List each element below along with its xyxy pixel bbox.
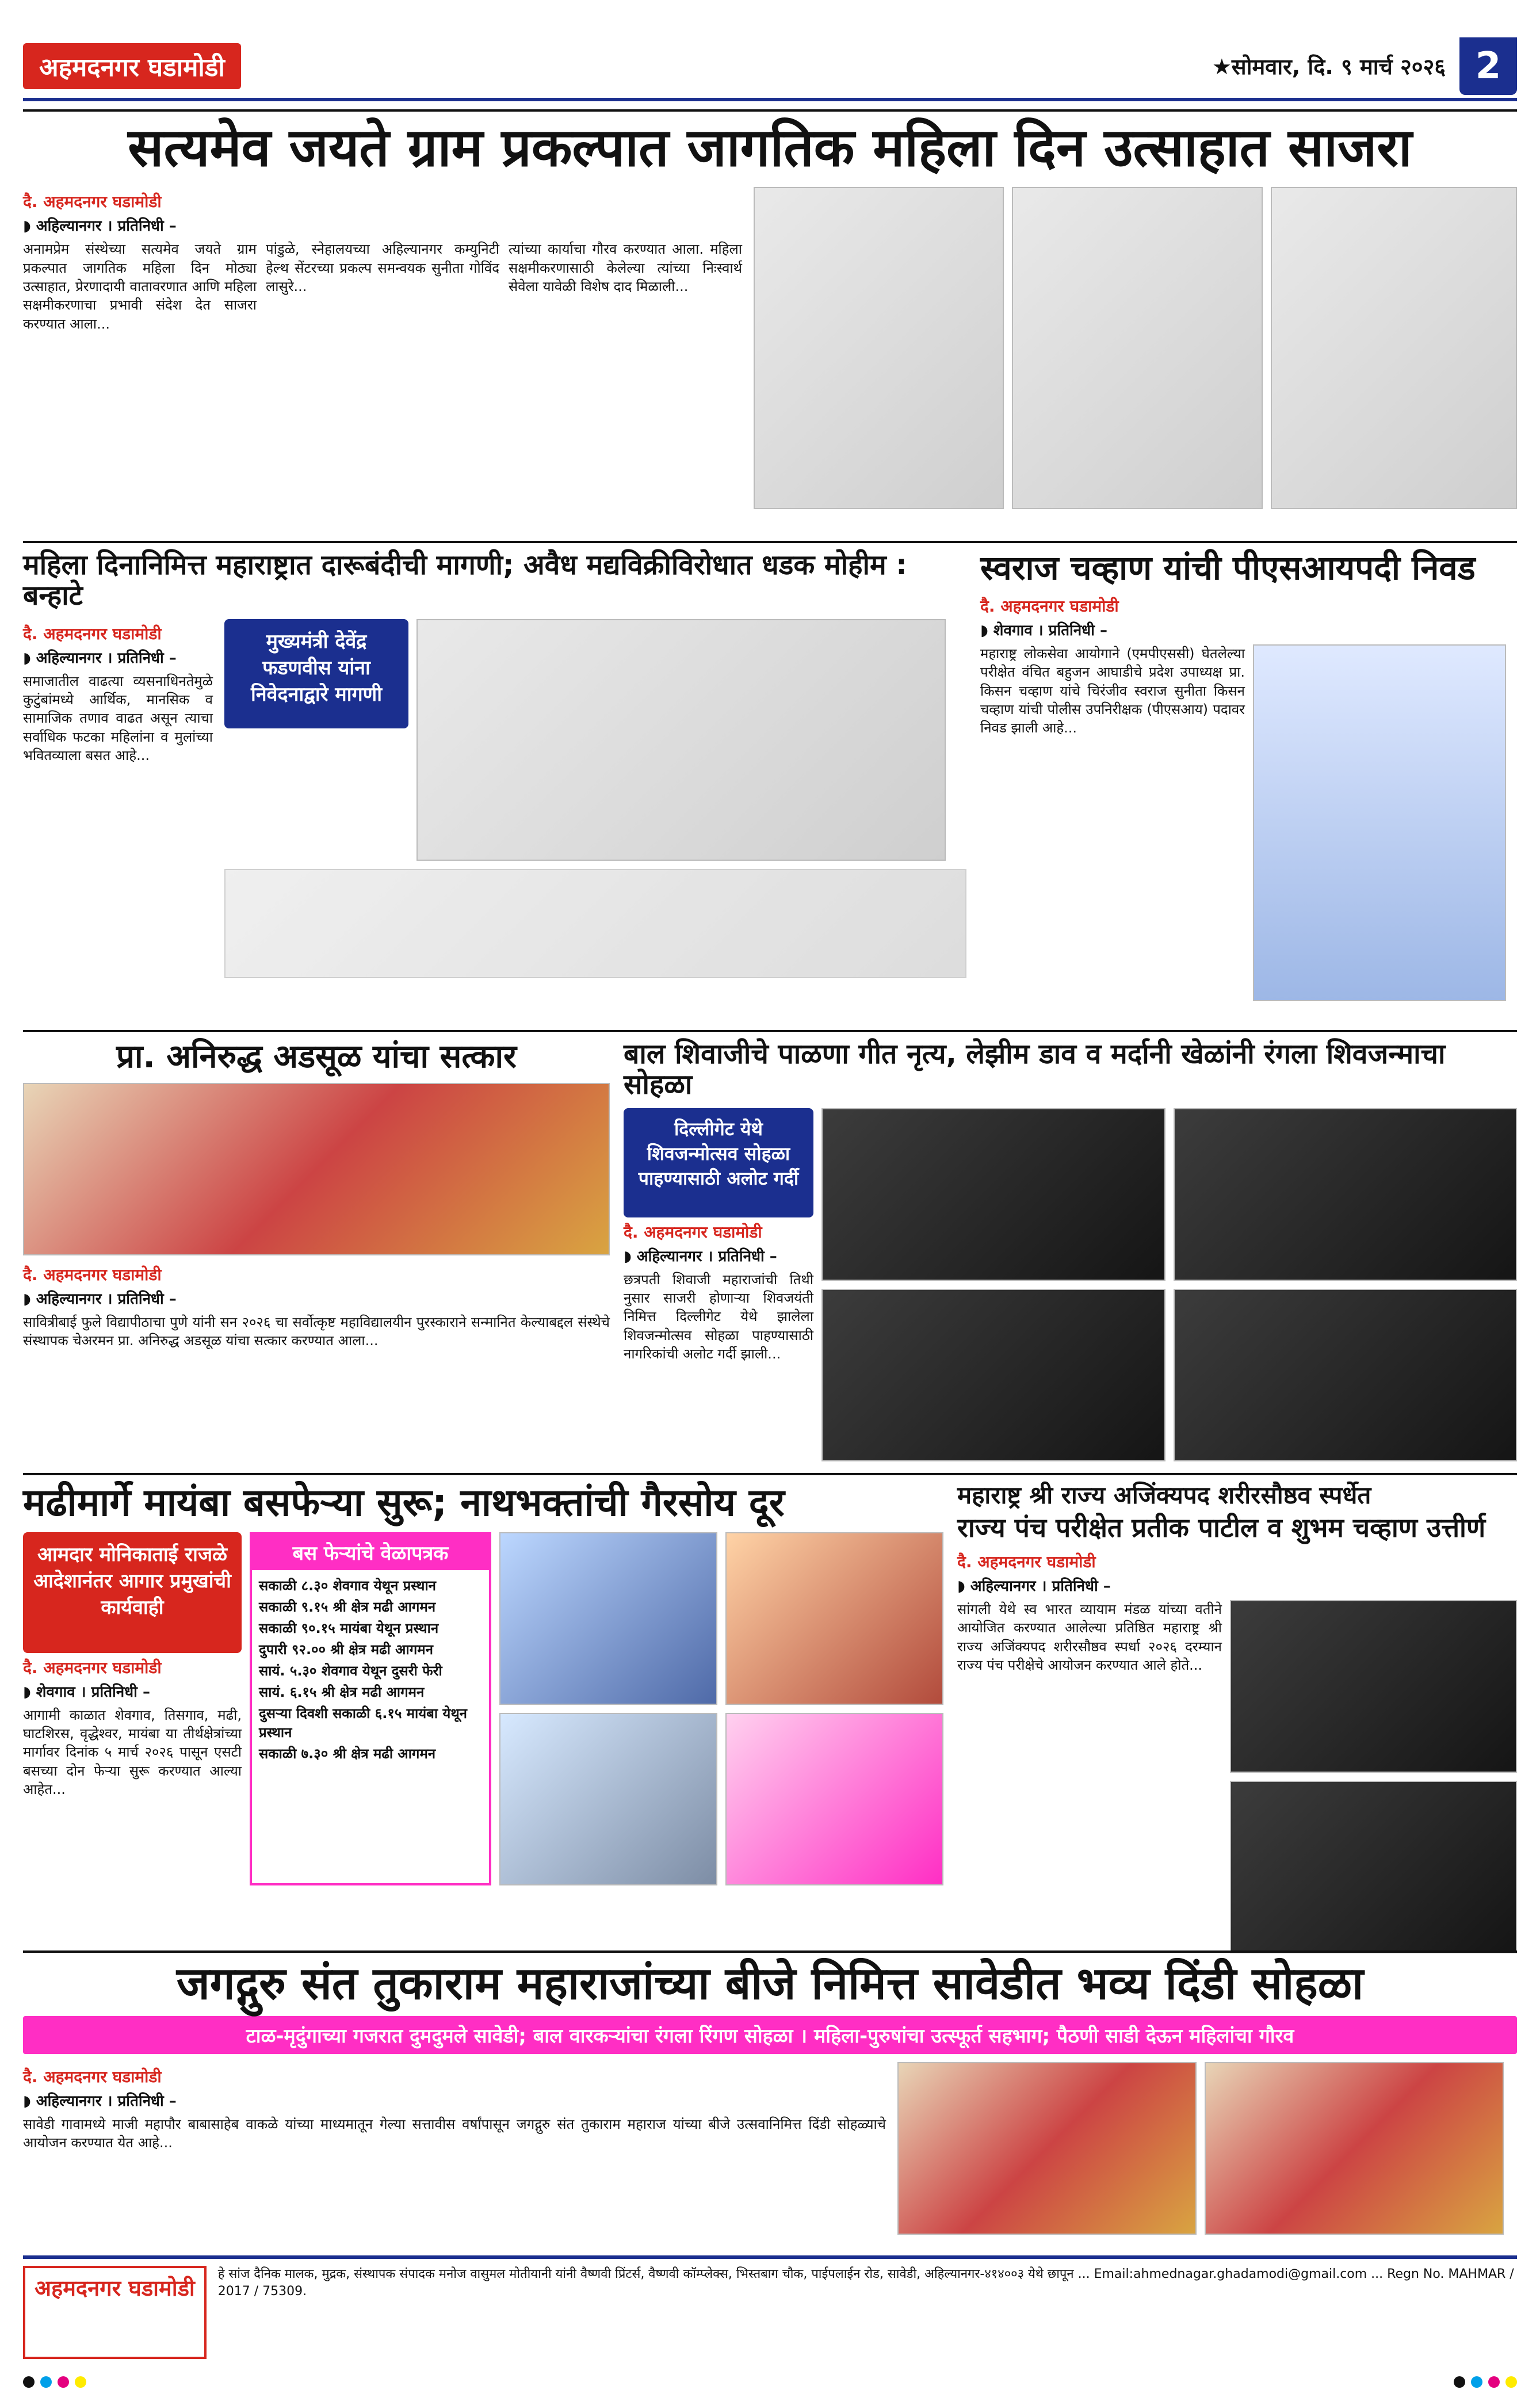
article-5-photo-1 [821, 1108, 1165, 1281]
article-1-headline: सत्यमेव जयते ग्राम प्रकल्पात जागतिक महिला दिन उत्साहात साजरा [128, 117, 1412, 178]
article-2-col-1: समाजातील वाढत्या व्यसनाधिनतेमुळे कुटुंबांमध्ये आर्थिक, मानसिक व सामाजिक तणाव वाढत असून त्याचा सर्वाधिक फटका महिलांना व मुलांच्या भवितव्याला बसत आहे... [23, 673, 213, 764]
articles-6-7 [23, 1473, 1517, 1933]
issue-date: ★सोमवार, दि. ९ मार्च २०२६ [1212, 54, 1446, 79]
masthead-right [1212, 37, 1517, 95]
article-1-place: ◗ अहिल्यानगर । प्रतिनिधी – [23, 217, 177, 235]
registration-dot [1454, 2376, 1465, 2388]
article-1 [23, 109, 1517, 524]
article-5-headline: बाल शिवाजीचे पाळणा गीत नृत्य, लेझीम डाव व मर्दानी खेळांनी रंगला शिवजन्माचा सोहळा [624, 1038, 1446, 1101]
bus-schedule-item: सकाळी ९.१५ श्री क्षेत्र मढी आगमन [259, 1598, 436, 1615]
article-2-callout: मुख्यमंत्री देवेंद्र फडणवीस यांना निवेदनाद्वारे मागणी [224, 619, 408, 728]
article-3 [980, 550, 1517, 1001]
newspaper-brand: अहमदनगर घडामोडी [23, 43, 241, 89]
bus-schedule-item: दुपारी ९२.०० श्री क्षेत्र मढी आगमन [259, 1641, 433, 1658]
article-5-place: ◗ अहिल्यानगर । प्रतिनिधी – [624, 1247, 777, 1265]
article-8-place: ◗ अहिल्यानगर । प्रतिनिधी – [23, 2092, 177, 2110]
article-5-photo-2 [1174, 1108, 1518, 1281]
article-8 [23, 1950, 1517, 2244]
article-7-place: ◗ अहिल्यानगर । प्रतिनिधी – [957, 1577, 1111, 1595]
article-6-photo-3 [499, 1713, 717, 1885]
registration-dot [58, 2376, 69, 2388]
article-6-place: ◗ शेवगाव । प्रतिनिधी – [23, 1683, 150, 1701]
article-6-callout: आमदार मोनिकाताई राजळे आदेशानंतर आगार प्रमुखांची कार्यवाही [23, 1532, 242, 1653]
article-8-photo-2 [1205, 2062, 1504, 2235]
bus-schedule [250, 1532, 491, 1885]
article-6 [23, 1482, 943, 1953]
footer-brand: अहमदनगर घडामोडी [23, 2266, 207, 2359]
registration-dot [75, 2376, 86, 2388]
article-7-byline: दै. अहमदनगर घडामोडी [957, 1552, 1096, 1571]
article-1-col-2: पांडुळे, स्नेहालयच्या अहिल्यानगर कम्युनिटी हेल्थ सेंटरच्या प्रकल्प समन्वयक सुनीता गोविंद लासुरे... [266, 241, 499, 295]
article-3-portrait [1253, 644, 1506, 1001]
article-4-col-1: सावित्रीबाई फुले विद्यापीठाचा पुणे यांनी सन २०२६ चा सर्वोत्कृष्ट महाविद्यालयीन पुरस्काराने सन्मानित केल्याबद्दल संस्थेचे संस्थापक चेअरमन प्रा. अनिरुद्ध अडसूळ यांचा सत्कार करण्यात आला... [23, 1314, 610, 1349]
registration-dot [1505, 2376, 1517, 2388]
article-1-col-3: त्यांच्या कार्याचा गौरव करण्यात आला. महिला सक्षमीकरणासाठी केलेल्या त्यांच्या निःस्वार्थ सेवेला यावेळी विशेष दाद मिळाली... [509, 241, 742, 295]
article-2-headline: महिला दिनानिमित्त महाराष्ट्रात दारूबंदीची मागणी; अवैध मद्यविक्रीविरोधात धडक मोहीम : बन्हाटे [23, 549, 907, 612]
page-number: 2 [1459, 37, 1517, 95]
article-2-byline: दै. अहमदनगर घडामोडी [23, 624, 162, 643]
bus-schedule-item: सायं. ५.३० शेवगाव येथून दुसरी फेरी [259, 1662, 442, 1679]
bus-schedule-list [259, 1576, 482, 1763]
registration-dot [40, 2376, 52, 2388]
article-3-headline: स्वराज चव्हाण यांची पीएसआयपदी निवड [980, 548, 1476, 587]
article-5-photo-3 [821, 1289, 1165, 1461]
article-7-headline-2: राज्य पंच परीक्षेत प्रतीक पाटील व शुभम चव्हाण उत्तीर्ण [957, 1512, 1486, 1544]
article-8-byline: दै. अहमदनगर घडामोडी [23, 2067, 162, 2086]
article-8-col-1: सावेडी गावामध्ये माजी महापौर बाबासाहेब वाकळे यांच्या माध्यमातून गेल्या सत्तावीस वर्षांपासून जगद्गुरु संत तुकाराम महाराज यांच्या बीजे उत्सवानिमित्त दिंडी सोहळ्याचे आयोजन करण्यात येत आहे... [23, 2116, 886, 2151]
article-6-byline: दै. अहमदनगर घडामोडी [23, 1658, 162, 1677]
article-1-col-1: अनामप्रेम संस्थेच्या सत्यमेव जयते ग्राम प्रकल्पात जागतिक महिला दिन मोठ्या उत्साहात, प्रेरणादायी वातावरणात आणि महिला सक्षमीकरणाचा प्रभावी संदेश देत साजरा करण्यात आला... [23, 241, 257, 332]
article-1-photo-1 [754, 187, 1004, 509]
footer [23, 2255, 1517, 2359]
bus-schedule-item: सकाळी ७.३० श्री क्षेत्र मढी आगमन [259, 1745, 436, 1762]
article-8-photo-1 [897, 2062, 1197, 2235]
bus-schedule-item: सायं. ६.१५ श्री क्षेत्र मढी आगमन [259, 1684, 425, 1700]
masthead [23, 35, 1517, 101]
article-3-place: ◗ शेवगाव । प्रतिनिधी – [980, 621, 1107, 639]
article-5 [624, 1039, 1517, 1461]
bus-schedule-item: सकाळी ८.३० शेवगाव येथून प्रस्थान [259, 1577, 437, 1594]
article-4-place: ◗ अहिल्यानगर । प्रतिनिधी – [23, 1290, 177, 1308]
article-6-photo-2 [725, 1532, 943, 1705]
article-6-col-1: आगामी काळात शेवगाव, तिसगाव, मढी, घाटशिरस, वृद्धेश्वर, मायंबा या तीर्थक्षेत्रांच्या मार्गावर दिनांक ५ मार्च २०२६ पासून एसटी बसच्या दोन फेऱ्या सुरू करण्यात आल्या आहेत... [23, 1707, 242, 1798]
bus-schedule-item: दुसऱ्या दिवशी सकाळी ६.१५ मायंबा येथून प्रस्थान [259, 1705, 468, 1740]
article-3-byline: दै. अहमदनगर घडामोडी [980, 596, 1119, 616]
articles-2-3 [23, 541, 1517, 1013]
footer-info: हे सांज दैनिक मालक, मुद्रक, संस्थापक संपादक मनोज वासुमल मोतीयानी यांनी वैष्णवी प्रिंटर्स, वैष्णवी कॉम्प्लेक्स, भिस्तबाग चौक, पाईपलाईन रोड, सावेडी, अहिल्यानगर-४१४००३ येथे छापून ... Email:ahmednagar.ghadamodi@gmail.com ... Regn No. MAHMAR / 2017 / 75309. [217, 2267, 1514, 2299]
article-5-byline: दै. अहमदनगर घडामोडी [624, 1222, 762, 1242]
registration-dots-right [1454, 2376, 1517, 2388]
article-8-headline: जगद्गुरु संत तुकाराम महाराजांच्या बीजे निमित्त सावेडीत भव्य दिंडी सोहळा [176, 1958, 1364, 2010]
article-4-headline: प्रा. अनिरुद्ध अडसूळ यांचा सत्कार [116, 1038, 517, 1075]
registration-dot [23, 2376, 35, 2388]
article-5-callout: दिल्लीगेट येथे शिवजन्मोत्सव सोहळा पाहण्यासाठी अलोट गर्दी [624, 1108, 813, 1217]
article-2 [23, 550, 966, 1001]
article-1-photo-2 [1012, 187, 1262, 509]
article-7-col-1: सांगली येथे स्व भारत व्यायाम मंडळ यांच्या वतीने आयोजित करण्यात आलेल्या प्रतिष्ठित महाराष्ट्र श्री राज्य अजिंक्यपद शरीरसौष्ठव स्पर्धा २०२६ दरम्यान राज्य पंच परीक्षेचे आयोजन करण्यात आले होते... [957, 1601, 1222, 1673]
article-7-headline-1: महाराष्ट्र श्री राज्य अजिंक्यपद शरीरसौष्ठव स्पर्धेत [957, 1481, 1371, 1509]
registration-marks [23, 2371, 1517, 2394]
article-4-photo [23, 1083, 610, 1255]
article-5-col-1: छत्रपती शिवाजी महाराजांची तिथी नुसार साजरी होणाऱ्या शिवजयंती निमित्त दिल्लीगेट येथे झालेला शिवजन्मोत्सव सोहळा पाहण्यासाठी नागरिकांची अलोट गर्दी झाली... [624, 1271, 813, 1362]
article-2-photo-strip [224, 869, 966, 978]
registration-dot [1471, 2376, 1482, 2388]
article-7-photo-2 [1230, 1781, 1517, 1953]
article-6-photo-1 [499, 1532, 717, 1705]
article-1-photo-3 [1271, 187, 1517, 509]
article-2-photo [416, 619, 946, 861]
article-7 [957, 1482, 1517, 1953]
article-8-subband: टाळ-मृदुंगाच्या गजरात दुमदुमले सावेडी; बाल वारकऱ्यांचा रंगला रिंगण सोहळा । महिला-पुरुषांचा उत्स्फूर्त सहभाग; पैठणी साडी देऊन महिलांचा गौरव [23, 2016, 1517, 2054]
registration-dot [1488, 2376, 1500, 2388]
articles-4-5 [23, 1030, 1517, 1456]
article-3-col-1: महाराष्ट्र लोकसेवा आयोगाने (एमपीएससी) घेतलेल्या परीक्षेत वंचित बहुजन आघाडीचे प्रदेश उपाध्यक्ष प्रा. किसन चव्हाण यांचे चिरंजीव स्वराज सुनीता किसन चव्हाण यांची पोलीस उपनिरीक्षक (पीएसआय) पदावर निवड झाली आहे... [980, 645, 1245, 736]
article-5-photo-4 [1174, 1289, 1518, 1461]
article-6-headline: मढीमार्गे मायंबा बसफेऱ्या सुरू; नाथभक्तांची गैरसोय दूर [23, 1480, 785, 1525]
article-4 [23, 1039, 610, 1461]
article-4-byline: दै. अहमदनगर घडामोडी [23, 1265, 162, 1284]
article-7-photo-1 [1230, 1600, 1517, 1773]
bus-schedule-item: सकाळी ९०.१५ मायंबा येथून प्रस्थान [259, 1620, 439, 1636]
article-1-columns [23, 240, 742, 333]
registration-dots-left [23, 2376, 86, 2388]
bus-schedule-title: बस फेऱ्यांचे वेळापत्रक [252, 1534, 489, 1570]
article-2-place: ◗ अहिल्यानगर । प्रतिनिधी – [23, 649, 177, 667]
article-1-byline: दै. अहमदनगर घडामोडी [23, 192, 162, 212]
article-6-photo-4 [725, 1713, 943, 1885]
